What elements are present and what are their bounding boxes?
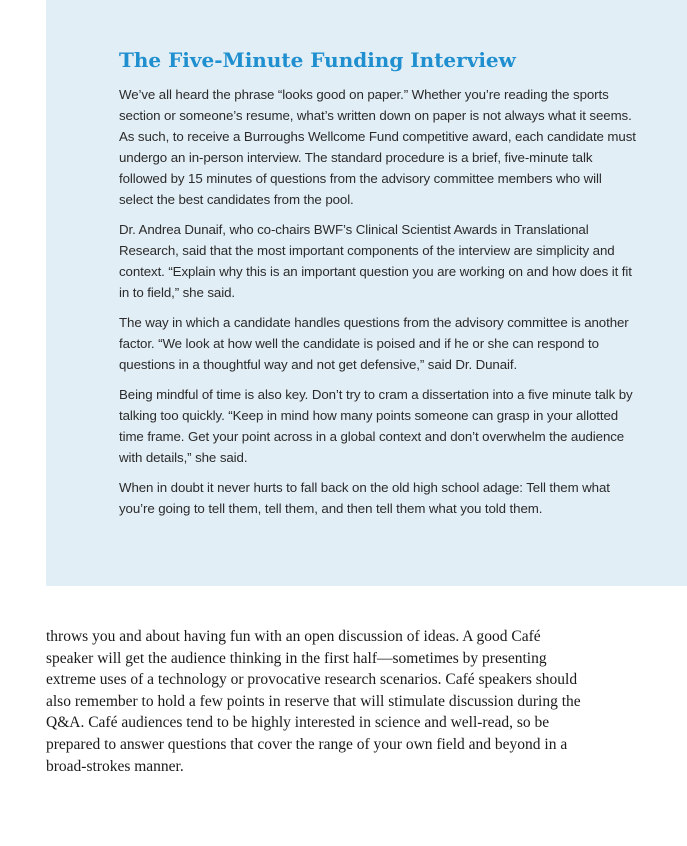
sidebar-paragraph: When in doubt it never hurts to fall back on the old high school adage: Tell them what you’re going to tell them, tell them, and then tell them what you told them. — [119, 480, 610, 516]
sidebar-paragraph: Dr. Andrea Dunaif, who co-chairs BWF’s Clinical Scientist Awards in Translational Research, said that the most important components of the interview are simplicity and context. “Explain why this is an important question you are working on and how does it fit in to field,” she said. — [119, 222, 632, 300]
sidebar-paragraph: We’ve all heard the phrase “looks good on paper.” Whether you’re reading the sports section or someone’s resume, what’s written down on paper is not always what it seems. As such, to receive a Burroughs Wellcome Fund competitive award, each candidate must undergo an in-person interview. The standard procedure is a brief, five-minute talk followed by 15 minutes of questions from the advisory committee members who will select the best candidates from the pool. — [119, 87, 636, 207]
sidebar-body — [119, 84, 639, 528]
body-text: throws you and about having fun with an open discussion of ideas. A good Café speaker will get the audience thinking in the first half—sometimes by presenting extreme uses of a technology or provocative research scenarios. Café speakers should also remember to hold a few points in reserve that will stimulate discussion during the Q&A. Café audiences tend to be highly interested in science and well-read, so be prepared to answer questions that cover the range of your own field and beyond in a broad-strokes manner. — [46, 628, 581, 775]
sidebar-title: The Five-Minute Funding Interview — [119, 48, 516, 72]
sidebar-paragraph: The way in which a candidate handles questions from the advisory committee is another factor. “We look at how well the candidate is poised and if he or she can respond to questions in a thoughtful way and not get defensive,” said Dr. Dunaif. — [119, 315, 629, 372]
sidebar-paragraph: Being mindful of time is also key. Don’t try to cram a dissertation into a five minute talk by talking too quickly. “Keep in mind how many points someone can grasp in your allotted time frame. Get your point across in a global context and don’t overwhelm the audience with details,” she said. — [119, 387, 633, 465]
